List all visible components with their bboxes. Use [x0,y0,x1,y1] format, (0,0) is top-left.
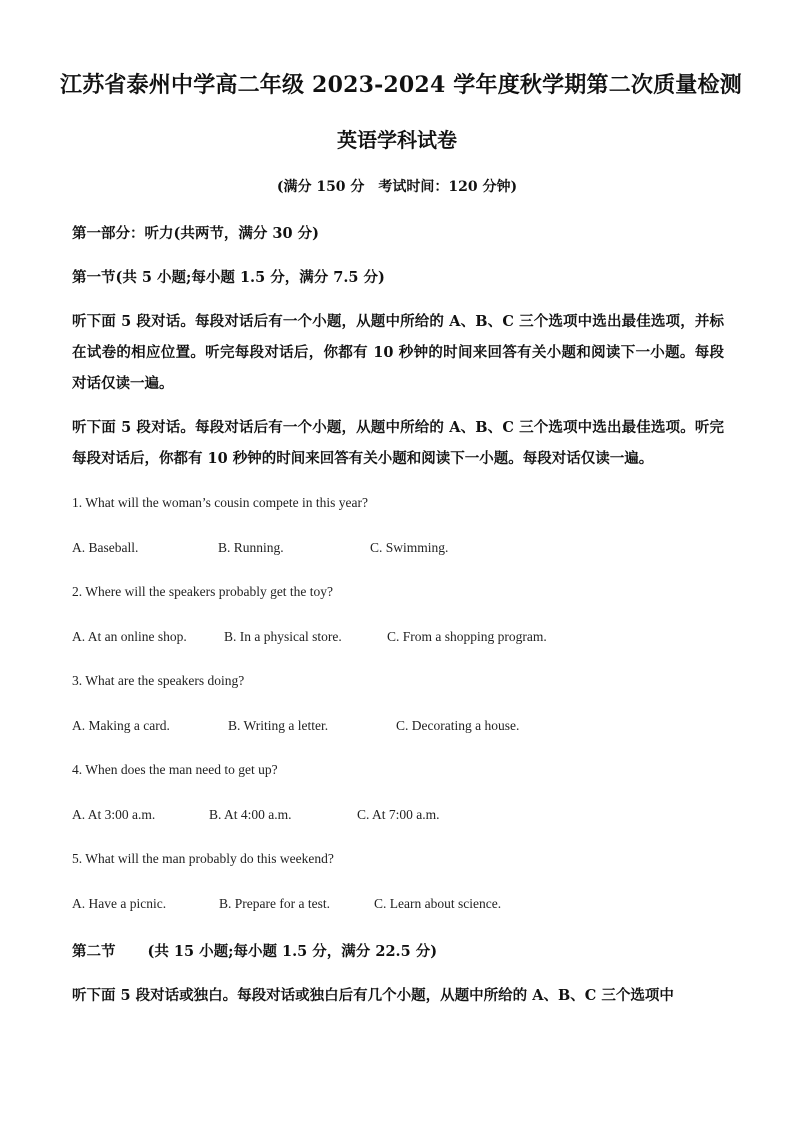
option-b: B. Prepare for a test. [219,896,330,911]
option-c: C. From a shopping program. [387,629,547,644]
option-c: C. Learn about science. [374,896,502,911]
option-a: A. At 3:00 a.m. [72,807,156,822]
exam-title: 江苏省泰州中学高二年级 2023-2024 学年度秋学期第二次质量检测 [60,72,742,98]
option-c: C. Swimming. [370,540,449,555]
option-b: B. At 4:00 a.m. [209,807,292,822]
option-a: A. Baseball. [72,540,139,555]
section2-detail: (共 15 小题;每小题 1.5 分，满分 22.5 分) [147,943,438,960]
question-1: 1. What will the woman’s cousin compete in this year? [72,495,368,510]
exam-meta: (满分 150 分 考试时间：120 分钟) [276,179,518,195]
question-2: 2. Where will the speakers probably get the toy? [72,584,334,599]
option-a: A. Making a card. [72,718,170,733]
option-b: B. Running. [218,540,284,555]
option-a: A. At an online shop. [72,629,187,644]
question-5: 5. What will the man probably do this weekend? [72,851,334,866]
instruction-paragraph-1: 听下面 5 段对话。每段对话后有一个小题，从题中所给的 A、B、C 三个选项中选出最佳选项，并标在试卷的相应位置。听完每段对话后，你都有 10 秒钟的时间来回答有关小题和阅读下一小题。每段对话仅读一遍。 [72,313,724,392]
part1-heading: 第一部分：听力(共两节，满分 30 分) [72,225,319,242]
question-3: 3. What are the speakers doing? [72,673,245,688]
option-c: C. Decorating a house. [396,718,520,733]
section1-heading: 第一节(共 5 小题;每小题 1.5 分，满分 7.5 分) [72,269,385,286]
instruction-paragraph-2: 听下面 5 段对话。每段对话后有一个小题，从题中所给的 A、B、C 三个选项中选出最佳选项。听完每段对话后，你都有 10 秒钟的时间来回答有关小题和阅读下一小题。每段对话仅读一遍。 [72,419,724,467]
section2-instruction: 听下面 5 段对话或独白。每段对话或独白后有几个小题，从题中所给的 A、B、C 三个选项中 [72,987,674,1004]
section2-label: 第二节 [72,943,116,960]
option-a: A. Have a picnic. [72,896,167,911]
question-4: 4. When does the man need to get up? [72,762,278,777]
option-b: B. In a physical store. [224,629,342,644]
exam-subtitle: 英语学科试卷 [337,128,457,152]
option-c: C. At 7:00 a.m. [357,807,440,822]
section2-heading [72,940,437,961]
option-b: B. Writing a letter. [228,718,329,733]
